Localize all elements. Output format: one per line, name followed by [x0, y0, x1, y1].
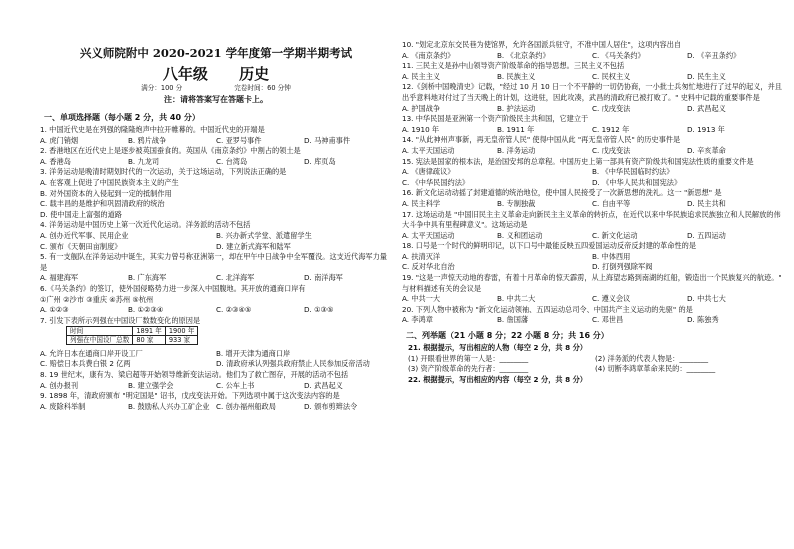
option[interactable]: D. 五四运动 [687, 230, 726, 240]
option[interactable]: D. 颁布剪辫法令 [304, 401, 358, 411]
option[interactable]: A. 允许日本在通商口岸开设工厂 [40, 348, 143, 358]
question-6 [40, 284, 392, 316]
question-options [402, 199, 782, 210]
option[interactable]: D. 民主共和 [687, 198, 726, 208]
option[interactable]: A. 1910 年 [402, 124, 440, 134]
question-options [402, 125, 782, 136]
option[interactable]: C. 民权主义 [592, 71, 631, 81]
option[interactable]: B. 专制独裁 [497, 198, 536, 208]
fill-blank[interactable]: (2) 洋务派的代表人物是：________ [595, 353, 709, 363]
option[interactable]: D. 中共七大 [687, 294, 726, 304]
grade-label: 八年级 [162, 65, 208, 83]
option[interactable]: C. 赔偿日本兵费白银 2 亿两 [40, 359, 131, 369]
question-options [402, 51, 782, 62]
question-13 [402, 114, 782, 135]
table-cell: 80 家 [133, 336, 165, 345]
fill-blank[interactable]: (1) 开眼看世界的第一人是：________ [408, 353, 529, 363]
option[interactable]: C. 公车上书 [216, 380, 255, 390]
option[interactable]: A. 《唐律疏议》 [402, 167, 455, 177]
option[interactable]: B. 对外国资本的入侵起到一定的抵制作用 [40, 188, 172, 198]
question-2 [40, 146, 392, 167]
question-19 [402, 273, 782, 305]
option[interactable]: C. 戊戌变法 [592, 145, 631, 155]
question-stem: 20. 下列人物中被称为 "新文化运动领袖、五四运动总司令、中国共产主义运动的先驱" 的是 [402, 304, 693, 314]
question-stem: 2. 香港地区在近代史上是逐步被英国蚕食的。英国从《南京条约》中割占的领土是 [40, 146, 301, 156]
option[interactable]: A. 废除科举制 [40, 401, 86, 411]
question-10 [402, 40, 782, 61]
option[interactable]: D. 辛亥革命 [687, 145, 726, 155]
option[interactable]: A. 福建海军 [40, 273, 79, 283]
fill-blank[interactable]: (4) 切断李鸿章革命来民的：________ [595, 364, 716, 374]
option[interactable]: A. 创办近代军事、民用企业 [40, 230, 129, 240]
question-options [402, 252, 782, 263]
question-options [402, 72, 782, 83]
question-8 [40, 370, 392, 391]
left-column [40, 0, 392, 412]
table-cell: 1900 年 [165, 327, 197, 336]
option[interactable]: B. 建立强学会 [128, 380, 174, 390]
option[interactable]: C. 台湾岛 [216, 156, 248, 166]
option[interactable]: B. 詹国藩 [497, 315, 529, 325]
option[interactable]: B. 义和团运动 [497, 230, 543, 240]
question-18 [402, 241, 782, 273]
score-label: 满分：100 分 [141, 84, 183, 92]
option[interactable]: D. 1913 年 [687, 124, 725, 134]
option[interactable]: C. 遵义会议 [592, 294, 631, 304]
option[interactable]: A. 民主科学 [402, 198, 441, 208]
fill-row [408, 354, 782, 365]
question-stem: 16. 新文化运动动摇了封建道德的统治地位，使中国人民接受了一次新思想的洗礼。这一 "新思想" 是 [402, 188, 722, 198]
option[interactable]: A. ①②③ [40, 305, 69, 315]
question-9 [40, 391, 392, 412]
question-options [402, 315, 782, 326]
question-stem: 9. 1898 年，清政府颁布 "明定国是" 诏书，戊戌变法开始。下列选项中属于这次变法内容的是 [40, 391, 340, 401]
question-options [40, 359, 392, 370]
question-options [40, 136, 392, 147]
question-options [40, 305, 392, 316]
exam-title: 兴义师院附中 2020-2021 学年度第一学期半期考试 [79, 46, 353, 60]
question-options [402, 231, 782, 242]
option[interactable]: B. 广东海军 [128, 273, 167, 283]
question-stem: 6.《马关条约》的签订，使外国侵略势力进一步深入中国腹地。其开放的通商口岸有 [40, 283, 306, 293]
option[interactable]: B. 护法运动 [497, 103, 536, 113]
table-cell: 列强在中国设厂总数 [67, 336, 133, 345]
question-stem: 3. 洋务运动是晚清时期划时代的一次运动，关于这场运动，下列说法正确的是 [40, 167, 287, 177]
option[interactable]: B. 1911 年 [497, 124, 535, 134]
grade-subject [40, 64, 392, 84]
option[interactable]: D. 库页岛 [304, 156, 336, 166]
option[interactable]: A. 太平天国运动 [402, 230, 455, 240]
option[interactable]: D. 《辛丑条约》 [687, 50, 741, 60]
question-3 [40, 167, 392, 220]
question-stem: 17. 这场运动是 "中国旧民主主义革命走向新民主主义革命的转折点，在近代以来中华民族追求民族独立和人民解放的伟大斗争中具有里程碑意义"。这场运动是 [402, 209, 781, 230]
question-22-title: 22. 根据提示，写出相应的内容（每空 2 分，共 8 分） [408, 374, 587, 384]
option[interactable]: B. 洋务运动 [497, 145, 536, 155]
option[interactable]: D. 清政府承认列强兵政府禁止人民参加反帝活动 [216, 359, 370, 369]
exam-meta [40, 84, 392, 93]
option[interactable]: A. 李鸿章 [402, 315, 433, 325]
question-stem: 1. 中国近代史是在列强的隆隆炮声中拉开帷幕的。中国近代史的开端是 [40, 125, 265, 134]
option[interactable]: A. 创办报刊 [40, 380, 79, 390]
option[interactable]: C. ②③④⑤ [216, 305, 252, 315]
option[interactable]: D. 武昌起义 [304, 380, 343, 390]
option[interactable]: A. 扶清灭洋 [402, 251, 441, 261]
option[interactable]: D. 使中国走上富强的道路 [40, 209, 122, 219]
table-cell: 933 家 [165, 336, 197, 345]
question-options [40, 381, 392, 392]
question-4 [40, 220, 392, 252]
fill-row [408, 364, 782, 375]
option[interactable]: C. 创办福州船政局 [216, 401, 276, 411]
subject-label: 历史 [239, 65, 270, 83]
question-stem: 12.《剑桥中国晚清史》记载，"经过 10 月 10 日一个不平静的一切仍协商，一小批士兵匆忙地进行了过早的起义，并且出乎意料地对付过了当天晚上的计划，这进驻，因此攻凑，武昌的清政府已被打败了。" 史料中记载的重要事件是 [402, 82, 782, 102]
right-column [402, 40, 782, 385]
data-table [66, 326, 198, 345]
question-options [40, 242, 392, 253]
question-stem: 14. "从此神州声事新，再无皇帝管人民" 使得中国从此 "再无皇帝管人民" 的历史事件是 [402, 135, 681, 145]
option[interactable]: C. 北洋海军 [216, 273, 255, 283]
table-row [67, 327, 198, 336]
question-stem: 11. 三民主义是孙中山领导资产阶级革命的指导思想。三民主义不包括 [402, 61, 625, 71]
option[interactable]: B. 鼓励私人兴办工矿企业 [128, 401, 210, 411]
time-label: 完卷时间：60 分钟 [234, 84, 291, 92]
option[interactable]: C. 亚罗号事件 [216, 135, 262, 145]
question-14 [402, 135, 782, 156]
option[interactable]: C. 1912 年 [592, 124, 630, 134]
table-cell: 1891 年 [133, 327, 165, 336]
option[interactable]: D. 陈独秀 [687, 315, 719, 325]
question-options [40, 273, 392, 284]
question-options [40, 231, 392, 242]
question-stem: 18. 口号是一个时代的鲜明印记，以下口号中最能反映五四爱国运动反帝反封建的革命性的是 [402, 241, 697, 251]
question-options [402, 178, 782, 189]
question-stem: 10. "划定北京东交民巷为使馆界，允许各国派兵驻守，不准中国人居住"，这项内容出自 [402, 40, 682, 49]
question-16 [402, 188, 782, 209]
option[interactable]: A. 中共一大 [402, 294, 441, 304]
option[interactable]: D. 民生主义 [687, 71, 726, 81]
question-17 [402, 210, 782, 242]
question-5 [40, 252, 392, 284]
question-options [40, 402, 392, 413]
question-11 [402, 61, 782, 82]
question-7 [40, 316, 392, 370]
option[interactable]: D. 建立新式海军和陆军 [216, 241, 291, 251]
option[interactable]: A. 在客观上促进了中国民族资本主义的产生 [40, 177, 179, 187]
question-options [402, 294, 782, 305]
question-12 [402, 82, 782, 114]
option[interactable]: A. 香港岛 [40, 156, 71, 166]
exam-note: 注：请将答案写在答题卡上。 [164, 95, 268, 104]
question-options [40, 157, 392, 168]
option[interactable]: D. 马神甫事件 [304, 135, 351, 145]
question-1 [40, 125, 392, 146]
section-heading-2: 二、列举题（21 小题 8 分；22 小题 8 分；共 16 分） [406, 331, 609, 341]
option[interactable]: D. ①③⑤ [304, 305, 334, 315]
question-options [402, 146, 782, 157]
option[interactable]: D. 打倒列强除军阀 [592, 262, 653, 272]
question-stem: 8. 19 世纪末，康有为、梁启超等开始领导维新变法运动。他们为了救亡图存，开展的活动不包括 [40, 370, 349, 380]
question-stem: 4. 洋务运动是中国历史上第一次近代化运动。洋务派的活动不包括 [40, 220, 251, 230]
option[interactable]: B. 民族主义 [497, 71, 536, 81]
option[interactable]: D. 南洋海军 [304, 273, 343, 283]
option[interactable]: A. 《南京条约》 [402, 50, 455, 60]
option[interactable]: D. 武昌起义 [687, 103, 726, 113]
question-options [402, 262, 782, 273]
option[interactable]: C. 新文化运动 [592, 230, 638, 240]
option[interactable]: B. 兴办新式学堂、派遣留学生 [216, 230, 312, 240]
option[interactable]: C. 载丰昌的是维护和巩固清政府的统治 [40, 199, 165, 209]
section-heading-1: 一、单项选择题（每小题 2 分，共 40 分） [44, 113, 200, 122]
question-stem: 13. 中华民国是亚洲第一个资产阶级民主共和国，它建立于 [402, 114, 589, 124]
option[interactable]: B. 九龙司 [128, 156, 160, 166]
option[interactable]: B. 中体西用 [592, 251, 631, 261]
option[interactable]: A. 太平天国运动 [402, 145, 455, 155]
table-cell: 时间 [67, 327, 133, 336]
option[interactable]: A. 护国战争 [402, 103, 441, 113]
question-extra: ①广州 ②沙市 ③重庆 ④苏州 ⑤杭州 [40, 294, 154, 304]
option[interactable]: C. 戊戌变法 [592, 103, 631, 113]
option[interactable]: B. 中共二大 [497, 294, 536, 304]
option[interactable]: D. 《中华人民共和国宪法》 [592, 177, 682, 187]
option[interactable]: C. 颁布《天朝田亩制度》 [40, 241, 122, 251]
question-stem: 5. 有一支舰队在洋务运动中诞生，其实力曾号称亚洲第一，却在甲午中日战争中全军覆没。这支近代海军力量是 [40, 252, 387, 272]
question-stem: 7. 引发下表所示列强在中国设厂数数变化的原因是 [40, 315, 201, 325]
option[interactable]: A. 虎门销烟 [40, 135, 79, 145]
question-15 [402, 157, 782, 189]
option[interactable]: C. 邓世昌 [592, 315, 624, 325]
question-options [402, 104, 782, 115]
table-row [67, 336, 198, 345]
question-stem: 15. 宪法是国家的根本法，是治国安邦的总章程。中国历史上第一部具有资产阶级共和国宪法性质的重要文件是 [402, 156, 754, 166]
option[interactable]: C. 《中华民国约法》 [402, 177, 470, 187]
option[interactable]: C. 反对华北自治 [402, 262, 455, 272]
option[interactable]: A. 民主主义 [402, 71, 441, 81]
fill-blank[interactable]: (3) 资产阶级革命的先行者：________ [408, 364, 529, 374]
question-21-title: 21. 根据提示，写出相应的人物（每空 2 分，共 8 分） [408, 343, 587, 353]
question-options [402, 167, 782, 178]
option[interactable]: C. 《马关条约》 [592, 50, 645, 60]
option[interactable]: B. 《北京条约》 [497, 50, 550, 60]
option[interactable]: B. 增开天津为通商口岸 [216, 348, 291, 358]
question-20 [402, 305, 782, 326]
question-stem: 19. "这是一声惊天动地的春雷，有着十月革命的惊天霹雳，从上海望志路到南湖的红船，锻造出一个民族复兴的航迹。" 与材料描述有关的会议是 [402, 273, 782, 293]
option[interactable]: B. 《中华民国临时约法》 [592, 167, 674, 177]
option[interactable]: B. 鸦片战争 [128, 135, 167, 145]
option[interactable]: B. ①②③④ [128, 305, 164, 315]
option[interactable]: C. 自由平等 [592, 198, 631, 208]
question-options [40, 349, 392, 360]
